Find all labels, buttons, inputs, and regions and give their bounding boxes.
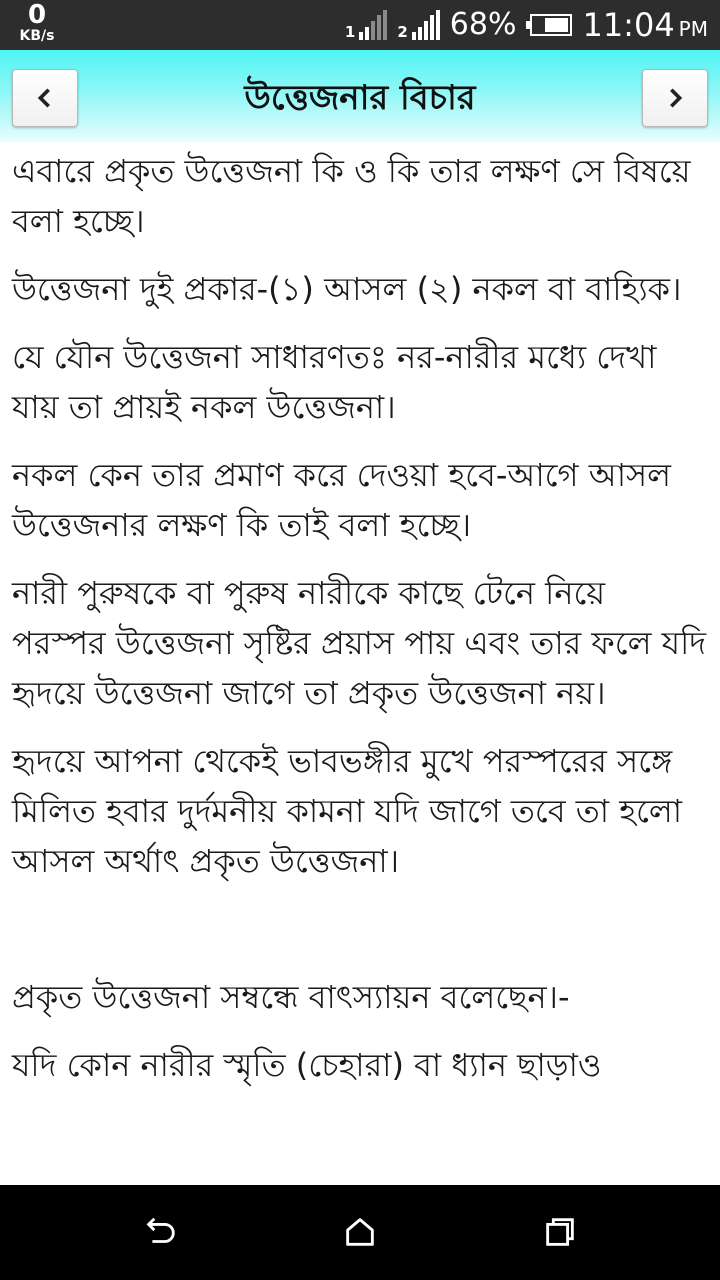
paragraph: নারী পুরুষকে বা পুরুষ নারীকে কাছে টেনে নিয়ে পরস্পর উত্তেজনা সৃষ্টির প্রয়াস পায় এবং তার ফলে যদি হৃদয়ে উত্তেজনা জাগে তা প্রকৃত উত্তেজনা নয়।: [12, 574, 707, 712]
paragraph: যদি কোন নারীর স্মৃতি (চেহারা) বা ধ্যান ছাড়াও: [12, 1046, 602, 1084]
clock-ampm: PM: [678, 17, 708, 41]
battery-percent: 68%: [449, 7, 517, 42]
sim2-label: 2: [397, 23, 408, 41]
battery-fill: [545, 18, 568, 32]
home-icon: [341, 1213, 379, 1251]
blank-line: [12, 904, 708, 972]
back-icon: [141, 1213, 179, 1251]
paragraph: যে যৌন উত্তেজনা সাধারণতঃ নর-নারীর মধ্যে দেখা যায় তা প্রায়ই নকল উত্তেজনা।: [12, 338, 657, 426]
sim2-signal-icon: [397, 10, 439, 40]
previous-page-button[interactable]: [12, 69, 78, 127]
sim1-signal-icon: [345, 10, 387, 40]
sim1-label: 1: [344, 23, 356, 41]
recent-apps-button[interactable]: [537, 1209, 583, 1255]
paragraph: উত্তেজনা দুই প্রকার-(১) আসল (২) নকল বা বাহ্যিক।: [12, 270, 682, 308]
recent-apps-icon: [541, 1213, 579, 1251]
chevron-left-icon: [34, 87, 56, 109]
paragraph: হৃদয়ে আপনা থেকেই ভাবভঙ্গীর মুখে পরস্পরের সঙ্গে মিলিত হবার দুর্দমনীয় কামনা যদি জাগে তবে তা হলো আসল অর্থাৎ প্রকৃত উত্তেজনা।: [12, 742, 683, 880]
home-button[interactable]: [337, 1209, 383, 1255]
network-speed-unit: KB/s: [19, 28, 55, 44]
status-bar: [0, 0, 720, 50]
next-page-button[interactable]: [642, 69, 708, 127]
network-speed-value: 0: [27, 0, 47, 30]
clock-time: 11:04: [582, 6, 675, 44]
back-button[interactable]: [137, 1209, 183, 1255]
clock: [582, 6, 708, 44]
chevron-right-icon: [664, 87, 686, 109]
battery-icon: [530, 14, 572, 36]
network-speed-indicator: [14, 2, 60, 43]
app-header: [0, 50, 720, 142]
paragraph: প্রকৃত উত্তেজনা সম্বন্ধে বাৎস্যায়ন বলেছেন।-: [12, 978, 570, 1016]
paragraph: এবারে প্রকৃত উত্তেজনা কি ও কি তার লক্ষণ সে বিষয়ে বলা হচ্ছে।: [12, 152, 691, 240]
article-content[interactable]: [0, 142, 720, 1185]
page-title: উত্তেজনার বিচার: [244, 78, 476, 118]
paragraph: নকল কেন তার প্রমাণ করে দেওয়া হবে-আগে আসল উত্তেজনার লক্ষণ কি তাই বলা হচ্ছে।: [12, 456, 671, 544]
status-icons: [345, 0, 708, 50]
system-navigation-bar: [0, 1185, 720, 1280]
